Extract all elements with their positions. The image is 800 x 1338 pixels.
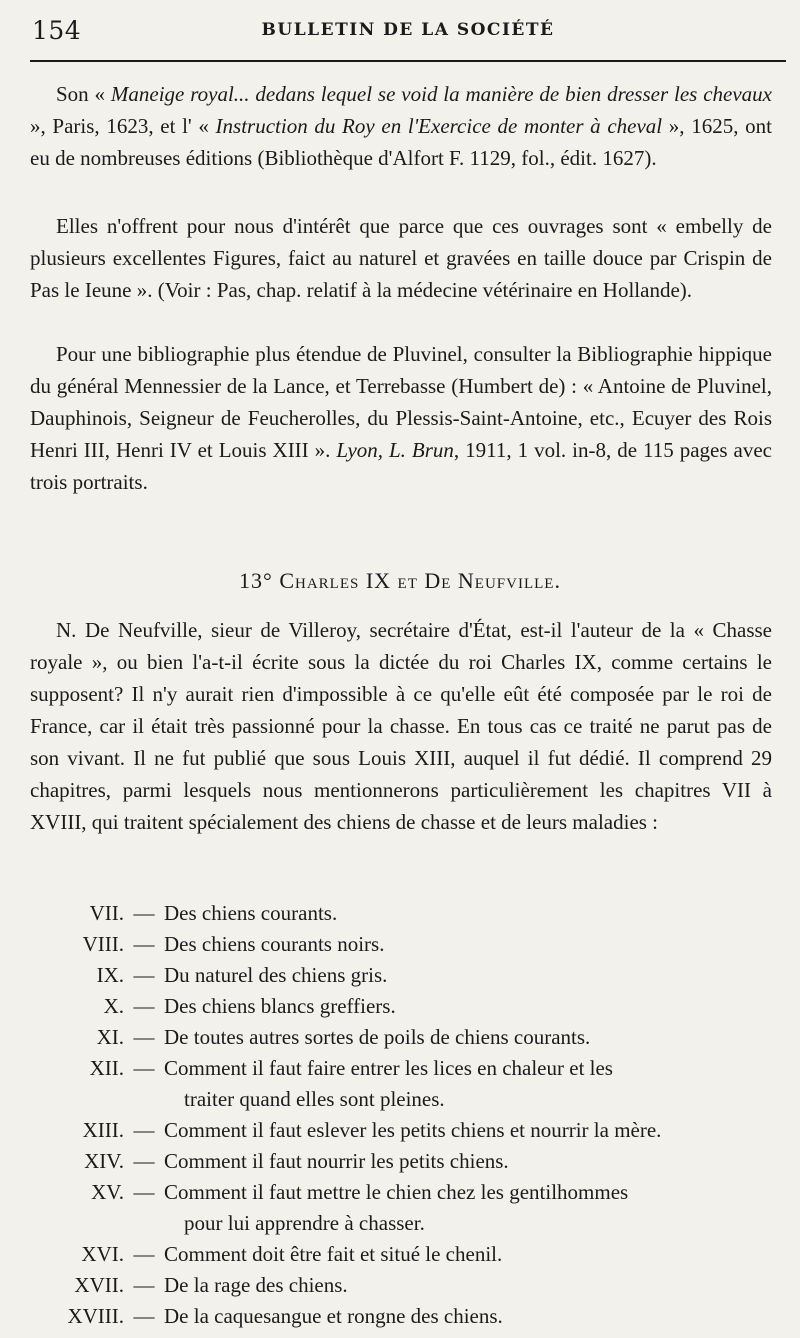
chapter-item	[30, 991, 790, 1022]
page-header	[30, 10, 786, 50]
chapter-number: XVIII.	[67, 1304, 124, 1328]
page-number: 154	[32, 16, 82, 45]
paragraph-engravings: Elles n'offrent pour nous d'intérêt que parce que ces ouvrages sont « embelly de plusieurs excellentes Figures, faict au naturel et gravées en taille douce par Crispin de Pas le Ieune ». (Voir : Pas, chap. relatif à la médecine vétérinaire en Hollande).	[30, 214, 772, 302]
chapter-dash: —	[133, 1149, 155, 1173]
running-title: BULLETIN DE LA SOCIÉTÉ	[261, 20, 555, 40]
chapter-title: Des chiens courants noirs.	[164, 932, 385, 956]
chapter-item	[30, 1239, 790, 1270]
chapter-title: Comment il faut nourrir les petits chiens.	[164, 1149, 509, 1173]
chapter-dash: —	[133, 1056, 155, 1080]
paragraph-chasse-royale: N. De Neufville, sieur de Villeroy, secrétaire d'État, est-il l'auteur de la « Chasse royale », ou bien l'a-t-il écrite sous la dictée du roi Charles IX, comme certains le supposent? Il n'y aurait rien d'impossible à ce qu'elle eût été composée par le roi de France, car il était très passionné pour la chasse. En tous cas ce traité ne parut pas de son vivant. Il ne fut publié que sous Louis XIII, auquel il fut dédié. Il comprend 29 chapitres, parmi lesquels nous mentionnerons particulièrement les chapitres VII à XVIII, qui traitent spécialement des chiens de chasse et de leurs maladies :	[30, 618, 772, 834]
chapter-dash: —	[133, 1118, 155, 1142]
chapter-item	[30, 1146, 790, 1177]
chapter-dash: —	[133, 1025, 155, 1049]
chapter-dash: —	[133, 932, 155, 956]
chapter-item	[30, 1270, 790, 1301]
chapter-number: XVII.	[74, 1273, 124, 1297]
chapter-title: De toutes autres sortes de poils de chiens courants.	[164, 1025, 591, 1049]
paragraph-bibliography: Pour une bibliographie plus étendue de Pluvinel, consulter la Bibliographie hippique du général Mennessier de la Lance, et Terrebasse (Humbert de) : « Antoine de Pluvinel, Dauphinois, Seigneur de Feucherolles, du Plessis-Saint-Antoine, etc., Ecuyer des Rois Henri III, Henri IV et Louis XIII ». Lyon, L. Brun, 1911, 1 vol. in-8, de 115 pages avec trois portraits.	[30, 342, 772, 494]
chapter-number: X.	[103, 994, 124, 1018]
chapter-list	[30, 898, 790, 1332]
chapter-number: XVI.	[81, 1242, 124, 1266]
chapter-title: Du naturel des chiens gris.	[164, 963, 388, 987]
chapter-title: Comment doit être fait et situé le chenil.	[164, 1242, 503, 1266]
chapter-item	[30, 1301, 790, 1332]
chapter-item	[30, 1022, 790, 1053]
chapter-item	[30, 960, 790, 991]
chapter-item	[30, 929, 790, 960]
paragraph-pluvinel-works: Son « Maneige royal... dedans lequel se void la manière de bien dresser les chevaux », Paris, 1623, et l' « Instruction du Roy en l'Exercice de monter à cheval », 1625, ont eu de nombreuses éditions (Bibliothèque d'Alfort F. 1129, fol., édit. 1627).	[30, 82, 772, 170]
chapter-dash: —	[133, 994, 155, 1018]
chapter-dash: —	[133, 963, 155, 987]
chapter-number: XIV.	[84, 1149, 124, 1173]
chapter-title: Comment il faut eslever les petits chiens et nourrir la mère.	[164, 1118, 662, 1142]
header-rule	[30, 60, 786, 62]
chapter-title-continuation: traiter quand elles sont pleines.	[184, 1087, 445, 1111]
chapter-dash: —	[133, 1242, 155, 1266]
chapter-item	[30, 1053, 790, 1115]
chapter-number: VIII.	[82, 932, 124, 956]
chapter-title: Des chiens courants.	[164, 901, 338, 925]
chapter-dash: —	[133, 901, 155, 925]
chapter-number: VII.	[89, 901, 124, 925]
chapter-dash: —	[133, 1273, 155, 1297]
chapter-number: IX.	[96, 963, 124, 987]
section-title: 13° Charles IX et De Neufville.	[239, 568, 561, 593]
chapter-item	[30, 1115, 790, 1146]
chapter-title: Des chiens blancs greffiers.	[164, 994, 396, 1018]
chapter-dash: —	[133, 1304, 155, 1328]
chapter-number: XV.	[91, 1180, 124, 1204]
chapter-item	[30, 898, 790, 929]
chapter-item	[30, 1177, 790, 1239]
chapter-number: XIII.	[82, 1118, 124, 1142]
chapter-title-continuation: pour lui apprendre à chasser.	[184, 1211, 425, 1235]
chapter-title: Comment il faut mettre le chien chez les gentilhommes pour lui apprendre à chasser.	[164, 1177, 790, 1239]
chapter-title: Comment il faut faire entrer les lices en chaleur et les traiter quand elles sont pleines.	[164, 1053, 790, 1115]
chapter-number: XII.	[89, 1056, 124, 1080]
chapter-title: De la caquesangue et rongne des chiens.	[164, 1304, 503, 1328]
chapter-title: De la rage des chiens.	[164, 1273, 348, 1297]
chapter-dash: —	[133, 1180, 155, 1204]
chapter-number: XI.	[96, 1025, 124, 1049]
